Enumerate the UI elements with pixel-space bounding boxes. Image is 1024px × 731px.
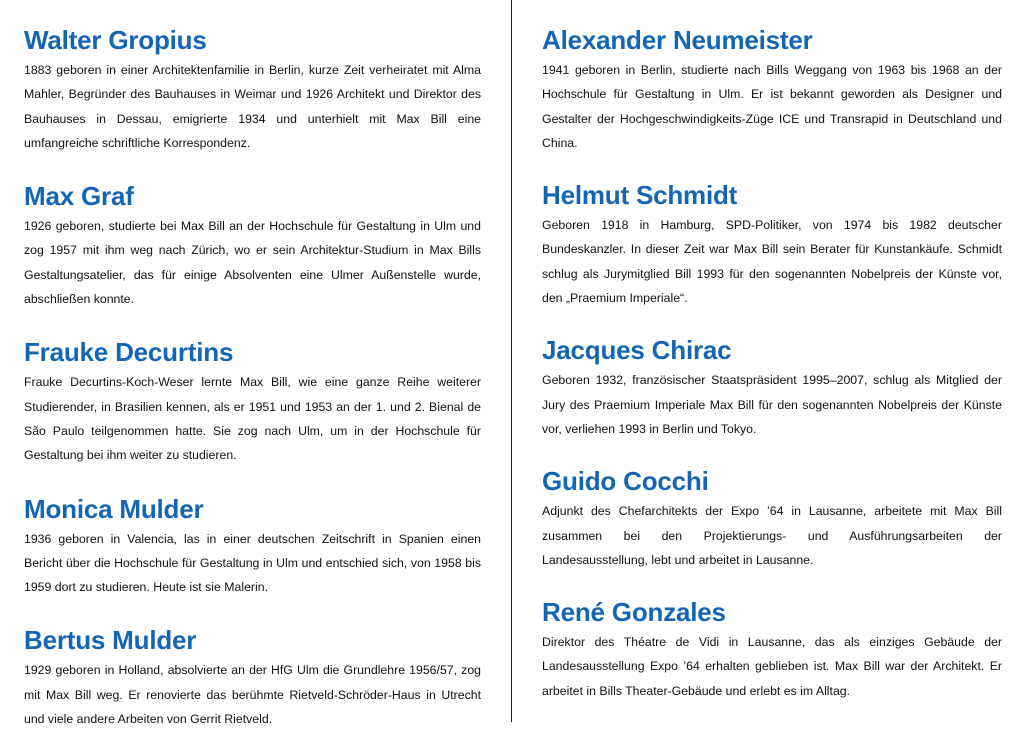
entry-walter-gropius: [24, 22, 481, 155]
person-name: Helmut Schmidt: [542, 180, 738, 211]
person-name: Jacques Chirac: [542, 335, 732, 366]
person-bio: Geboren 1918 in Hamburg, SPD-Politiker, von 1974 bis 1982 deutscher Bundeskanzler. In dieser Zeit war Max Bill sein Berater für Kunstankäufe. Schmidt schlug als Jurymitglied Bill 1993 für den sogenannten Nobelpreis der Künste vor, den „Praemium Imperiale“.: [542, 218, 1002, 306]
spacer: [24, 468, 481, 491]
person-bio: Frauke Decurtins-Koch-Weser lernte Max Bill, wie eine ganze Reihe weiterer Studierender, in Brasilien kennen, als er 1951 und 1953 an der 1. und 2. Bienal de São Paulo teilgenommen hatte. Sie zog nach Ulm, um in der Hochschule für Gestaltung bei ihm weiter zu studieren.: [24, 375, 481, 463]
spacer: [24, 311, 481, 334]
entry-helmut-schmidt: [542, 177, 1002, 310]
entry-monica-mulder: [24, 491, 481, 600]
entry-bertus-mulder: [24, 622, 481, 731]
left-page: [0, 0, 511, 727]
entry-rene-gonzales: [542, 594, 1002, 703]
person-name: Walter Gropius: [24, 25, 207, 55]
entry-frauke-decurtins: [24, 334, 481, 467]
person-bio: Direktor des Théatre de Vidi in Lausanne, das als einziges Gebäude der Landesausstellung Expo ’64 erhalten geblieben ist. Max Bill war der Architekt. Er arbeitet in Bills Theater-Gebäude und erlebt es im Alltag.: [542, 635, 1002, 698]
entry-max-graf: [24, 178, 481, 311]
person-name: Frauke Decurtins: [24, 337, 234, 368]
right-page: [513, 0, 1024, 722]
person-bio: 1936 geboren in Valencia, las in einer deutschen Zeitschrift in Spanien einen Bericht über die Hochschule für Gestaltung in Ulm und entschied sich, von 1958 bis 1959 dort zu studieren. Heute ist sie Malerin.: [24, 531, 481, 595]
entry-jacques-chirac: [542, 332, 1002, 441]
person-name: Alexander Neumeister: [542, 25, 813, 55]
person-bio: 1883 geboren in einer Architektenfamilie in Berlin, kurze Zeit verheiratet mit Alma Mahler, Begründer des Bauhauses in Weimar und 1926 Architekt und Direktor des Bauhauses in Dessau, emigrierte 1934 und unterhielt mit Max Bill eine umfangreiche schriftliche Korrespondenz.: [24, 63, 481, 150]
person-name: Bertus Mulder: [24, 625, 197, 656]
entry-alexander-neumeister: [542, 22, 1002, 155]
person-bio: 1941 geboren in Berlin, studierte nach Bills Weggang von 1963 bis 1968 an der Hochschule für Gestaltung in Ulm. Er ist bekannt geworden als Designer und Gestalter der Hochgeschwindigkeits-Züge ICE und Transrapid in Deutschland und China.: [542, 63, 1002, 150]
entry-guido-cocchi: [542, 463, 1002, 572]
spacer: [542, 155, 1002, 177]
person-bio: Geboren 1932, französischer Staatspräsident 1995–2007, schlug als Mitglied der Jury des Praemium Imperiale Max Bill für den sogenannten Nobelpreis der Künste vor, verliehen 1993 in Berlin und Tokyo.: [542, 373, 1002, 436]
spacer: [542, 572, 1002, 594]
person-bio: 1926 geboren, studierte bei Max Bill an der Hochschule für Gestaltung in Ulm und zog 1957 mit ihm weg nach Zürich, wo er sein Architektur-Studium in Max Bills Gestaltungsatelier, das für einige Absolventen eine Ulmer Außenstelle wurde, abschließen konnte.: [24, 219, 481, 307]
page-divider: [511, 0, 512, 722]
person-name: Guido Cocchi: [542, 466, 709, 497]
person-name: Monica Mulder: [24, 493, 204, 524]
person-name: Max Graf: [24, 181, 134, 212]
person-name: René Gonzales: [542, 597, 726, 628]
spacer: [24, 155, 481, 178]
spacer: [542, 310, 1002, 332]
person-bio: 1929 geboren in Holland, absolvierte an der HfG Ulm die Grundlehre 1956/57, zog mit Max Bill weg. Er renovierte das berühmte Rietveld-Schröder-Haus in Utrecht und viele andere Arbeiten von Gerrit Rietveld.: [24, 663, 481, 727]
person-bio: Adjunkt des Chefarchitekts der Expo ’64 in Lausanne, arbeitete mit Max Bill zusammen bei den Projektierungs- und Ausführungsarbeiten der Landesausstellung, lebt und arbeitet in Lausanne.: [542, 504, 1002, 567]
spacer: [542, 441, 1002, 463]
spacer: [24, 599, 481, 622]
